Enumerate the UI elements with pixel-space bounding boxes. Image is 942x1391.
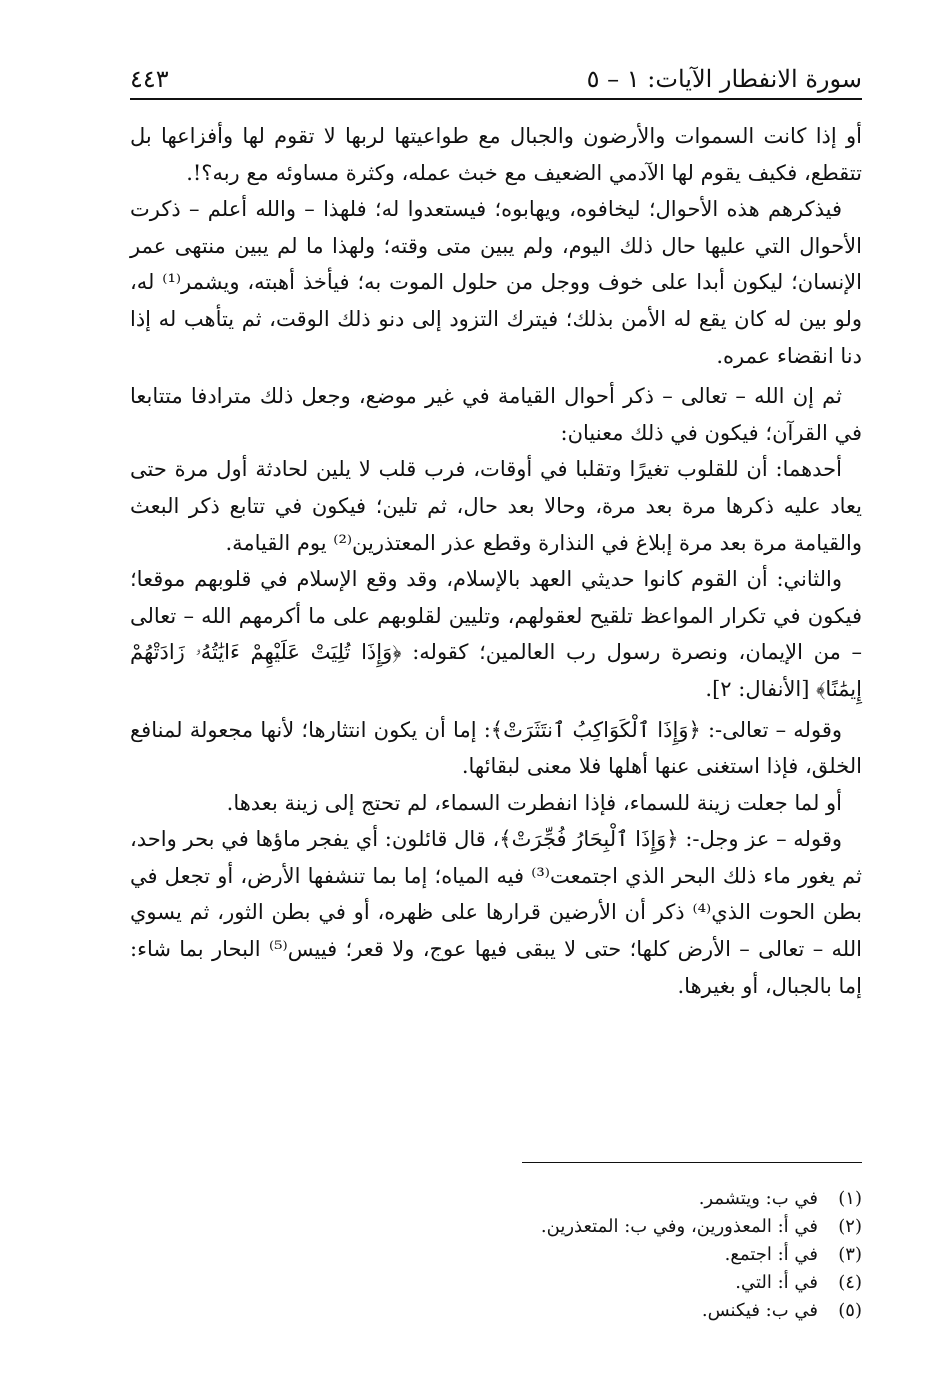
footnote-number: (٤) (838, 1272, 862, 1293)
footnote-text: في أ: المعذورين، وفي ب: المتعذرين. (540, 1216, 818, 1237)
footnote-number: (١) (838, 1188, 862, 1209)
paragraph: ثم إن الله – تعالى – ذكر أحوال القيامة في غير موضع، وجعل ذلك مترادفا متتابعا في القرآن؛ فيكون في ذلك معنيان: (130, 384, 862, 445)
footnote-number: (٥) (838, 1300, 862, 1321)
page-number: ٤٤٣ (130, 65, 169, 93)
paragraph: أحدهما: أن للقلوب تغيرًا وتقلبا في أوقات، فرب قلب لا يلين لحادثة أول مرة حتى يعاد عليه ذكرها مرة بعد مرة، وحالا بعد حال، ثم تلين؛ فيكون في تتابع ذكر البعث والقيامة مرة بعد مرة إبلاغ في النذارة وقطع عذر المعتذرين⁽²⁾ يوم القيامة. (130, 457, 862, 555)
paragraph: أو لما جعلت زينة للسماء، فإذا انفطرت السماء، لم تحتج إلى زينة بعدها. (226, 790, 842, 815)
footnote-number: (٢) (838, 1216, 862, 1237)
paragraph: فيذكرهم هذه الأحوال؛ ليخافوه، ويهابوه؛ فيستعدوا له؛ فلهذا – والله أعلم – ذكرت الأحوال التي عليها حال ذلك اليوم، ولم يبين متى وقته؛ ولهذا ما لم يبين منتهى عمر الإنسان؛ ليكون أبدا على خوف ووجل من حلول الموت به؛ فيأخذ أهبته، ويشمر⁽¹⁾ له، ولو بين له كان يقع له الأمن بذلك؛ فيترك التزود إلى دنو ذلك الوقت، ثم يتأهب له إذا دنا انقضاء عمره. (130, 197, 862, 368)
paragraph: وقوله – عز وجل-: ﴿وَإِذَا ٱلْبِحَارُ فُجِّرَتْ﴾، قال قائلون: أي يفجر ماؤها في بحر واحد، ثم يغور ماء ذلك البحر الذي اجتمعت⁽³⁾ فيه المياه؛ إما بما تنشفها الأرض، أو تجعل في بطن الحوت الذي⁽⁴⁾ ذكر أن الأرضين قرارها على ظهره، أو في بطن الثور، ثم يسوي الله – تعالى – الأرض كلها؛ حتى لا يبقى فيها عوج، ولا قعر؛ فييس⁽⁵⁾ البحار بما شاء: إما بالجبال، أو بغيرها. (130, 827, 862, 998)
footnote-text: في ب: ويتشمر. (698, 1188, 818, 1209)
footnote-number: (٣) (838, 1244, 862, 1265)
footnote-text: في ب: فيكنس. (701, 1300, 818, 1321)
footnotes (130, 1185, 862, 1325)
footnote-item (130, 1297, 862, 1325)
footnote-item (130, 1213, 862, 1241)
paragraph: أو إذا كانت السموات والأرضون والجبال مع طواعيتها لربها لا تقوم لها وأفزاعها بل تتقطع، فكيف يقوم لها الآدمي الضعيف مع خبث عمله، وكثرة مساوئه مع ربه؟!. (130, 124, 862, 185)
footnote-item (130, 1269, 862, 1297)
footnote-item (130, 1185, 862, 1213)
footnote-divider (522, 1162, 862, 1163)
footnote-item (130, 1241, 862, 1269)
page-header (130, 52, 862, 100)
running-title: سورة الانفطار الآيات: ١ – ٥ (586, 65, 862, 93)
main-text (130, 118, 862, 1004)
footnote-text: في أ: اجتمع. (724, 1244, 818, 1265)
paragraph: والثاني: أن القوم كانوا حديثي العهد بالإسلام، وقد وقع الإسلام في قلوبهم موقعا؛ فيكون في تكرار المواعظ تلقيح لعقولهم، وتليين لقلوبهم على ما أكرمهم الله – تعالى – من الإيمان، ونصرة رسول رب العالمين؛ كقوله: ﴿وَإِذَا تُلِيَتْ عَلَيْهِمْ ءَايَٰتُهُۥ زَادَتْهُمْ إِيمَٰنًا﴾ [الأنفال: ٢]. (130, 567, 862, 701)
paragraph: وقوله – تعالى-: ﴿وَإِذَا ٱلْكَوَاكِبُ ٱنتَثَرَتْ﴾: إما أن يكون انتثارها؛ لأنها مجعولة لمنافع الخلق، فإذا استغنى عنها أهلها فلا معنى لبقائها. (130, 717, 862, 779)
footnote-text: في أ: التي. (735, 1272, 818, 1293)
